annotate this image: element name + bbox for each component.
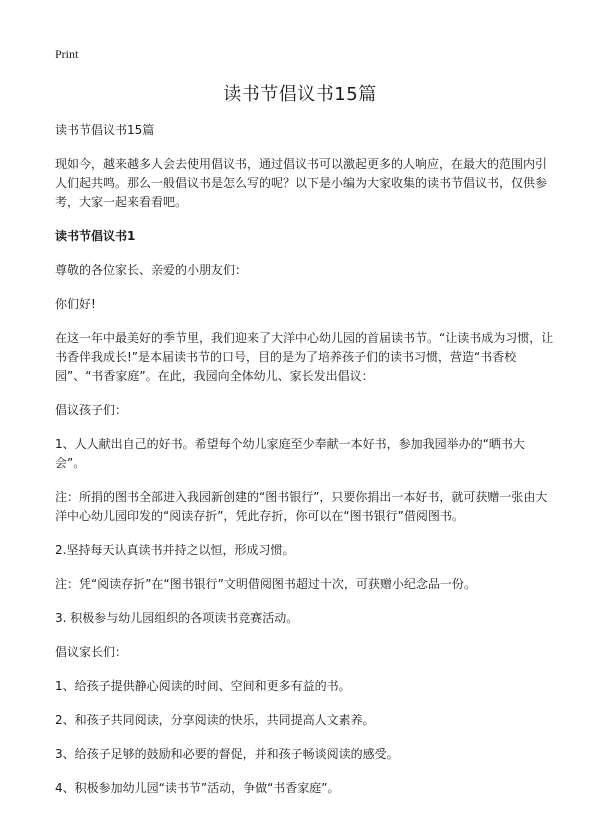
document-body	[55, 121, 555, 813]
body-paragraph: 1、人人献出自己的好书。希望每个幼儿家庭至少奉献一本好书，参加我园举办的“晒书大会”。	[55, 437, 525, 470]
body-paragraph: 注：所捐的图书全部进入我园新创建的“图书银行”，只要你捐出一本好书，就可获赠一张由大洋中心幼儿园印发的“阅读存折”，凭此存折，你可以在“图书银行”借阅图书。	[55, 490, 548, 523]
body-paragraph: 注：凭“阅读存折”在“图书银行”文明借阅图书超过十次，可获赠小纪念品一份。	[55, 577, 476, 591]
body-paragraph: 2.坚持每天认真读书并持之以恒，形成习惯。	[55, 543, 295, 557]
body-paragraph: 2、和孩子共同阅读，分享阅读的快乐，共同提高人文素养。	[55, 713, 375, 727]
document-title: 读书节倡议书15篇	[223, 84, 377, 105]
body-paragraph: 3. 积极参与幼儿园组织的各项读书竞赛活动。	[55, 611, 299, 625]
body-paragraph: 1、给孩子提供静心阅读的时间、空间和更多有益的书。	[55, 679, 351, 693]
body-paragraph: 在这一年中最美好的季节里，我们迎来了大洋中心幼儿园的首届读书节。“让读书成为习惯，让书香伴我成长!”是本届读书节的口号，目的是为了培养孩子们的读书习惯，营造“书香校园”、“书香家庭”。在此，我园向全体幼儿、家长发出倡议：	[55, 331, 554, 383]
body-paragraph: 倡议孩子们：	[55, 403, 128, 417]
body-paragraph: 倡议家长们：	[55, 645, 128, 659]
body-paragraph: 4、积极参加幼儿园“读书节”活动，争做“书香家庭”。	[55, 781, 340, 795]
section-heading: 读书节倡议书1	[55, 229, 136, 243]
salutation-paragraph: 尊敬的各位家长、亲爱的小朋友们：	[55, 263, 248, 277]
print-label: Print	[55, 47, 79, 61]
intro-paragraph: 现如今，越来越多人会去使用倡议书，通过倡议书可以激起更多的人响应，在最大的范围内引人们起共鸣。那么一般倡议书是怎么写的呢？以下是小编为大家收集的读书节倡议书，仅供参考，大家一起来看看吧。	[55, 157, 548, 209]
subtitle-paragraph: 读书节倡议书15篇	[55, 123, 155, 137]
body-paragraph: 3、给孩子足够的鼓励和必要的督促，并和孩子畅谈阅读的感受。	[55, 747, 399, 761]
greeting-paragraph: 你们好!	[55, 297, 96, 311]
